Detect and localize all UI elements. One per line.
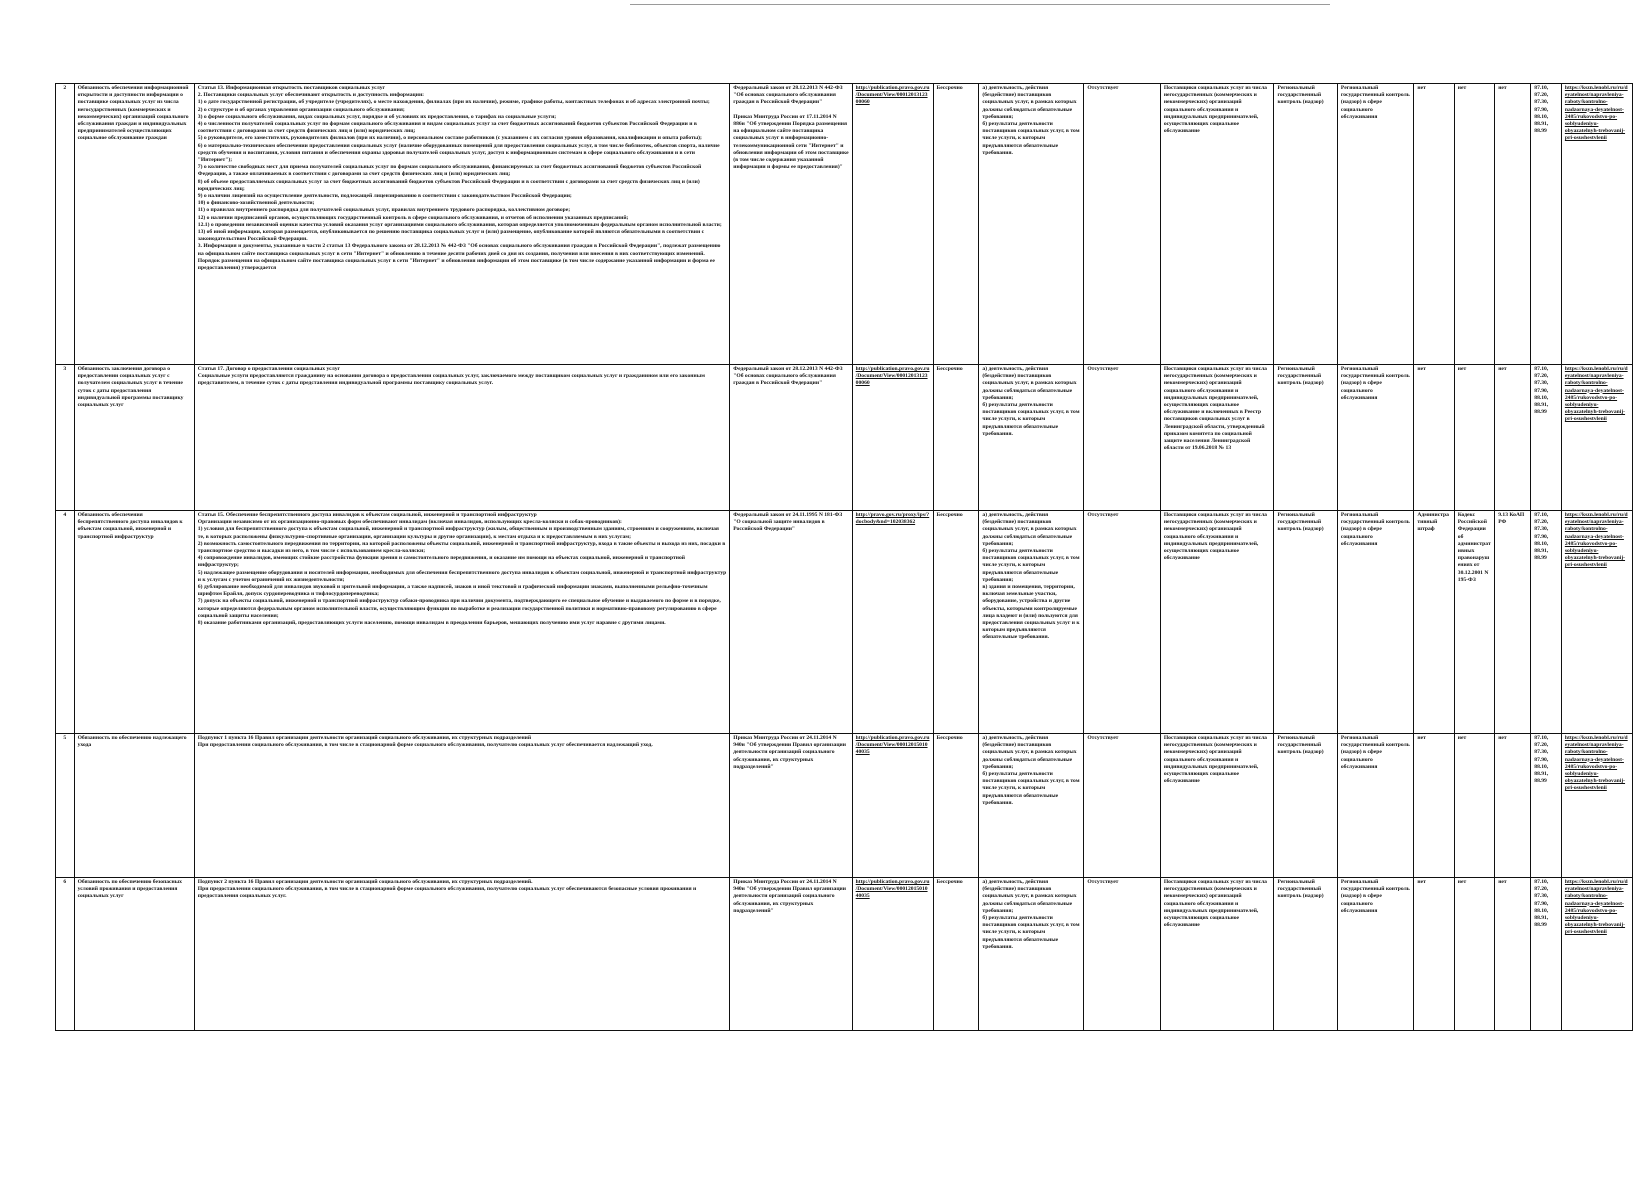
table-row	[56, 84, 1633, 365]
okved-codes-cell: 87.10, 87.20, 87.30, 87.90, 88.10, 88.91, 88.99	[1531, 734, 1562, 878]
supervision-cell: Региональный государственный контроль (надзор) в сфере социального обслуживания	[1337, 878, 1414, 1031]
term-cell: Бессрочно	[933, 734, 979, 878]
table-row	[56, 365, 1633, 511]
subjects-cell: а) деятельность, действия (бездействие) поставщиков социальных услуг, в рамках которых должны соблюдаться обязательные требования; б) результаты деятельности поставщиков социальных услуг, в том числе услуги, к которым предъявляются обязательные требования.	[979, 84, 1084, 365]
row-number: 3	[56, 365, 75, 511]
term-cell: Бессрочно	[933, 365, 979, 511]
condition-cell: Отсутствует	[1084, 878, 1161, 1031]
condition-cell: Отсутствует	[1084, 734, 1161, 878]
requirements-table	[55, 83, 1633, 1031]
guide-link[interactable]: https://kszn.lenobl.ru/ru/deyatelnost/napravleniya-raboty/kontrolno-nadzornaya-deyatelnost-2485/rukovodstvo-po-soblyudeniyu-obyazatelnyh-trebovanij-pri-osushestvlenii	[1564, 512, 1628, 569]
requirement-cell: Обязанность обеспечения информационной открытости и доступности информации о поставщике социальных услуг из числа негосударственных (коммерческих и некоммерческих) организаций социального обслуживания граждан и индивидуальных предпринимателей осуществляющих социальное обслуживание граждан	[74, 84, 194, 365]
okved-codes-cell: 87.10, 87.20, 87.30, 87.90, 88.10, 88.91, 88.99	[1531, 84, 1562, 365]
liability-act-cell: нет	[1454, 734, 1494, 878]
act-link-cell	[852, 365, 933, 511]
liability-cell: нет	[1414, 84, 1454, 365]
legal-act-cell: Федеральный закон от 24.11.1995 N 181-ФЗ "О социальной защите инвалидов в Российской Федерации"	[730, 511, 852, 734]
persons-cell: Поставщики социальных услуг из числа негосударственных (коммерческих и некоммерческих) организаций социального обслуживания и индивидуальных предпринимателей, осуществляющих социальное обслуживание	[1160, 511, 1274, 734]
table-row	[56, 511, 1633, 734]
legal-act-cell: Приказ Минтруда России от 24.11.2014 N 940н "Об утверждении Правил организации деятельности организаций социального обслуживания, их структурных подразделений"	[730, 878, 852, 1031]
condition-cell: Отсутствует	[1084, 365, 1161, 511]
subjects-cell: а) деятельность, действия (бездействие) поставщиков социальных услуг, в рамках которых должны соблюдаться обязательные требования; б) результаты деятельности поставщиков социальных услуг, в том числе услуги, к которым предъявляются обязательные требования; в) здания и помещения, территории, включая земельные участки, оборудование, устройства и другие объекты, которыми контролируемые лица владеют и (или) пользуются для предоставления социальных услуг и к которым предъявляются обязательные требования.	[979, 511, 1084, 734]
liability-cell: нет	[1414, 734, 1454, 878]
liability-act-cell: нет	[1454, 878, 1494, 1031]
requirement-cell: Обязанность по обеспечению безопасных условий проживания и предоставления социальных услуг	[74, 878, 194, 1031]
article-text-cell: Статья 13. Информационная открытость поставщиков социальных услуг 2. Поставщики социальных услуг обеспечивают открытость и доступность информации: 1) о дате государственной регистрации, об учредителе (учредителях), о месте нахождения, филиалах (при их наличии), режиме, графике работы, контактных телефонах и об адресах электронной почты; 2) о структуре и об органах управления организации социального обслуживания; 3) о форме социального обслуживания, видах социальных услуг, порядке и об условиях их предоставления, о тарифах на социальные услуги; 4) о численности получателей социальных услуг по формам социального обслуживания и видам социальных услуг за счет бюджетных ассигнований бюджетов субъектов Российской Федерации и в соответствии с договорами за счет средств физических лиц и (или) юридических лиц; 5) о руководителе, его заместителях, руководителях филиалов (при их наличии), о персональном составе работников (с указанием с их согласия уровня образования, квалификации и опыта работы); 6) о материально-техническом обеспечении предоставления социальных услуг (наличие оборудованных помещений для предоставления социальных услуг, в том числе библиотек, объектов спорта, наличие средств обучения и воспитания, условия питания и обеспечения охраны здоровья получателей социальных услуг, доступ к информационным системам в сфере социального обслуживания и в сети "Интернет"); 7) о количестве свободных мест для приема получателей социальных услуг по формам социального обслуживания, финансируемых за счет бюджетных ассигнований бюджетов субъектов Российской Федерации, а также оплачиваемых в соответствии с договорами за счет средств физических лиц и (или) юридических лиц; 8) об объеме предоставляемых социальных услуг за счет бюджетных ассигнований бюджетов субъектов Российской Федерации и в соответствии с договорами за счет средств физических лиц и (или) юридических лиц; 9) о наличии лицензий на осуществление деятельности, подлежащей лицензированию в соответствии с законодательством Российской Федерации; 10) о финансово-хозяйственной деятельности; 11) о правилах внутреннего распорядка для получателей социальных услуг, правилах внутреннего трудового распорядка, коллективном договоре; 12) о наличии предписаний органов, осуществляющих государственный контроль в сфере социального обслуживания, и отчетов об исполнении указанных предписаний; 12.1) о проведении независимой оценки качества условий оказания услуг организациями социального обслуживания, которая определяется уполномоченным федеральным органом исполнительной власти; 13) об иной информации, которая размещается, опубликовывается по решению поставщика социальных услуг и (или) размещение, опубликование которой являются обязательными в соответствии с законодательством Российской Федерации. 3. Информация и документы, указанные в части 2 статьи 13 Федерального закона от 28.12.2013 № 442-ФЗ "Об основах социального обслуживания граждан в Российской Федерации", подлежат размещению на официальном сайте поставщика социальных услуг в сети "Интернет" и обновлению в течение десяти рабочих дней со дня их создания, получения или внесения в них соответствующих изменений. Порядок размещения на официальном сайте поставщика социальных услуг в сети "Интернет" и обновления информации об этом поставщике (в том числе содержание указанной информации и форма ее предоставления) утверждается	[194, 84, 730, 365]
control-type-cell: Региональный государственный контроль (надзор)	[1274, 84, 1337, 365]
article-text-cell: Подпункт 2 пункта 16 Правил организации деятельности организаций социального обслуживания, их структурных подразделений. При предоставлении социального обслуживания, в том числе в стационарной форме социального обслуживания, получателю социальных услуг обеспечиваются безопасные условия проживания и предоставления социальных услуг.	[194, 878, 730, 1031]
table-row	[56, 878, 1633, 1031]
act-link-cell	[852, 734, 933, 878]
liability-act-cell: Кодекс Российской Федерации об административных правонарушениях от 30.12.2001 N 195-ФЗ	[1454, 511, 1494, 734]
supervision-cell: Региональный государственный контроль (надзор) в сфере социального обслуживания	[1337, 84, 1414, 365]
supervision-cell: Региональный государственный контроль (надзор) в сфере социального обслуживания	[1337, 365, 1414, 511]
legal-act-cell: Федеральный закон от 28.12.2013 N 442-ФЗ "Об основах социального обслуживания граждан в Российской Федерации" Приказ Минтруда России от 17.11.2014 N 886н "Об утверждении Порядка размещения на официальном сайте поставщика социальных услуг в информационно-телекоммуникационной сети "Интернет" и обновления информации об этом поставщике (в том числе содержания указанной информации и формы ее предоставления)"	[730, 84, 852, 365]
term-cell: Бессрочно	[933, 511, 979, 734]
act-link[interactable]: http://pravo.gov.ru/proxy/ips/?docbody&nd=102038362	[855, 512, 930, 526]
persons-cell: Поставщики социальных услуг из числа негосударственных (коммерческих и некоммерческих) организаций социального обслуживания и индивидуальных предпринимателей, осуществляющих социальное обслуживание	[1160, 878, 1274, 1031]
liability-article-cell: 9.13 КоАП РФ	[1495, 511, 1531, 734]
control-type-cell: Региональный государственный контроль (надзор)	[1274, 365, 1337, 511]
guide-link-cell	[1561, 365, 1632, 511]
row-number: 6	[56, 878, 75, 1031]
supervision-cell: Региональный государственный контроль (надзор) в сфере социального обслуживания	[1337, 734, 1414, 878]
control-type-cell: Региональный государственный контроль (надзор)	[1274, 511, 1337, 734]
control-type-cell: Региональный государственный контроль (надзор)	[1274, 734, 1337, 878]
persons-cell: Поставщики социальных услуг из числа негосударственных (коммерческих и некоммерческих) организаций социального обслуживания и индивидуальных предпринимателей, осуществляющих социальное обслуживание и включенных в Реестр поставщиков социальных услуг в Ленинградской области, утвержденный приказом комитета по социальной защите населения Ленинградской области от 19.06.2018 № 13	[1160, 365, 1274, 511]
row-number: 5	[56, 734, 75, 878]
subjects-cell: а) деятельность, действия (бездействие) поставщиков социальных услуг, в рамках которых должны соблюдаться обязательные требования; б) результаты деятельности поставщиков социальных услуг, в том числе услуги, к которым предъявляются обязательные требования.	[979, 365, 1084, 511]
guide-link[interactable]: https://kszn.lenobl.ru/ru/deyatelnost/napravleniya-raboty/kontrolno-nadzornaya-deyatelnost-2485/rukovodstvo-po-soblyudeniyu-obyazatelnyh-trebovanij-pri-osushestvlenii	[1564, 879, 1628, 936]
requirement-cell: Обязанность обеспечения беспрепятственного доступа инвалидов к объектам социальной, инженерной и транспортной инфраструктур	[74, 511, 194, 734]
guide-link[interactable]: https://kszn.lenobl.ru/ru/deyatelnost/napravleniya-raboty/kontrolno-nadzornaya-deyatelnost-2485/rukovodstvo-po-soblyudeniyu-obyazatelnyh-trebovanij-pri-osushestvlenii	[1564, 366, 1628, 423]
article-text-cell: Подпункт 1 пункта 16 Правил организации деятельности организаций социального обслуживания, их структурных подразделений При предоставлении социального обслуживания, в том числе в стационарной форме социального обслуживания, получателю социальных услуг обеспечивается надлежащий уход.	[194, 734, 730, 878]
liability-article-cell: нет	[1495, 734, 1531, 878]
requirement-cell: Обязанность заключения договора о предоставлении социальных услуг с получателем социальных услуг в течение суток с даты предоставления индивидуальной программы поставщику социальных услуг	[74, 365, 194, 511]
act-link[interactable]: http://publication.pravo.gov.ru/Document/View/0001201312300060	[855, 366, 930, 387]
guide-link-cell	[1561, 511, 1632, 734]
guide-link-cell	[1561, 734, 1632, 878]
condition-cell: Отсутствует	[1084, 84, 1161, 365]
control-type-cell: Региональный государственный контроль (надзор)	[1274, 878, 1337, 1031]
guide-link-cell	[1561, 84, 1632, 365]
supervision-cell: Региональный государственный контроль (надзор) в сфере социального обслуживания	[1337, 511, 1414, 734]
okved-codes-cell: 87.10, 87.20, 87.30, 87.90, 88.10, 88.91, 88.99	[1531, 511, 1562, 734]
scan-artifact-line	[630, 4, 1330, 5]
liability-cell: нет	[1414, 878, 1454, 1031]
persons-cell: Поставщики социальных услуг из числа негосударственных (коммерческих и некоммерческих) организаций социального обслуживания и индивидуальных предпринимателей, осуществляющих социальное обслуживание	[1160, 84, 1274, 365]
act-link[interactable]: http://publication.pravo.gov.ru/Document/View/0001201501040035	[855, 879, 930, 900]
subjects-cell: а) деятельность, действия (бездействие) поставщиков социальных услуг, в рамках которых должны соблюдаться обязательные требования; б) результаты деятельности поставщиков социальных услуг, в том числе услуги, к которым предъявляются обязательные требования.	[979, 734, 1084, 878]
liability-act-cell: нет	[1454, 365, 1494, 511]
legal-act-cell: Федеральный закон от 28.12.2013 N 442-ФЗ "Об основах социального обслуживания граждан в Российской Федерации"	[730, 365, 852, 511]
act-link-cell	[852, 878, 933, 1031]
row-number: 4	[56, 511, 75, 734]
table-row	[56, 734, 1633, 878]
guide-link-cell	[1561, 878, 1632, 1031]
term-cell: Бессрочно	[933, 84, 979, 365]
liability-article-cell: нет	[1495, 365, 1531, 511]
liability-cell: нет	[1414, 365, 1454, 511]
persons-cell: Поставщики социальных услуг из числа негосударственных (коммерческих и некоммерческих) организаций социального обслуживания и индивидуальных предпринимателей, осуществляющих социальное обслуживание	[1160, 734, 1274, 878]
term-cell: Бессрочно	[933, 878, 979, 1031]
act-link-cell	[852, 511, 933, 734]
okved-codes-cell: 87.10, 87.20, 87.30, 87.90, 88.10, 88.91, 88.99	[1531, 365, 1562, 511]
liability-article-cell: нет	[1495, 878, 1531, 1031]
legal-act-cell: Приказ Минтруда России от 24.11.2014 N 940н "Об утверждении Правил организации деятельности организаций социального обслуживания, их структурных подразделений"	[730, 734, 852, 878]
article-text-cell: Статья 17. Договор о предоставлении социальных услуг Социальные услуги предоставляются гражданину на основании договора о предоставлении социальных услуг, заключаемого между поставщиком социальных услуг и гражданином или его законным представителем, в течение суток с даты представления индивидуальной программы поставщику социальных услуг.	[194, 365, 730, 511]
act-link-cell	[852, 84, 933, 365]
row-number: 2	[56, 84, 75, 365]
act-link[interactable]: http://publication.pravo.gov.ru/Document/View/0001201312300060	[855, 85, 930, 106]
subjects-cell: а) деятельность, действия (бездействие) поставщиков социальных услуг, в рамках которых должны соблюдаться обязательные требования; б) результаты деятельности поставщиков социальных услуг, в том числе услуги, к которым предъявляются обязательные требования.	[979, 878, 1084, 1031]
condition-cell: Отсутствует	[1084, 511, 1161, 734]
requirement-cell: Обязанность по обеспечению надлежащего ухода	[74, 734, 194, 878]
liability-article-cell: нет	[1495, 84, 1531, 365]
act-link[interactable]: http://publication.pravo.gov.ru/Document/View/0001201501040035	[855, 735, 930, 756]
liability-act-cell: нет	[1454, 84, 1494, 365]
liability-cell: Административный штраф	[1414, 511, 1454, 734]
guide-link[interactable]: https://kszn.lenobl.ru/ru/deyatelnost/napravleniya-raboty/kontrolno-nadzornaya-deyatelnost-2485/rukovodstvo-po-soblyudeniyu-obyazatelnyh-trebovanij-pri-osushestvlenii	[1564, 85, 1628, 142]
article-text-cell: Статья 15. Обеспечение беспрепятственного доступа инвалидов к объектам социальной, инженерной и транспортной инфраструктур Организации независимо от их организационно-правовых форм обеспечивают инвалидам (включая инвалидов, использующих кресла-коляски и собак-проводников): 1) условия для беспрепятственного доступа к объектам социальной, инженерной и транспортной инфраструктур (жилым, общественным и производственным зданиям, строениям и сооружениям, включая те, в которых расположены физкультурно-спортивные организации, организации культуры и другие организации), к местам отдыха и к предоставляемым в них услугам; 2) возможность самостоятельного передвижения по территории, на которой расположены объекты социальной, инженерной и транспортной инфраструктур, входа в такие объекты и выхода из них, посадки в транспортное средство и высадки из него, в том числе с использованием кресла-коляски; 4) сопровождение инвалидов, имеющих стойкие расстройства функции зрения и самостоятельного передвижения, и оказание им помощи на объектах социальной, инженерной и транспортной инфраструктур; 5) надлежащее размещение оборудования и носителей информации, необходимых для обеспечения беспрепятственного доступа инвалидов к объектам социальной, инженерной и транспортной инфраструктур и к услугам с учетом ограничений их жизнедеятельности; 6) дублирование необходимой для инвалидов звуковой и зрительной информации, а также надписей, знаков и иной текстовой и графической информации знаками, выполненными рельефно-точечным шрифтом Брайля, допуск сурдопереводчика и тифлосурдопереводчика; 7) допуск на объекты социальной, инженерной и транспортной инфраструктур собаки-проводника при наличии документа, подтверждающего ее специальное обучение и выдаваемого по форме и в порядке, которые определяются федеральным органом исполнительной власти, осуществляющим функции по выработке и реализации государственной политики и нормативно-правовому регулированию в сфере социальной защиты населения; 8) оказание работниками организаций, предоставляющих услуги населению, помощи инвалидам в преодолении барьеров, мешающих получению ими услуг наравне с другими лицами.	[194, 511, 730, 734]
okved-codes-cell: 87.10, 87.20, 87.30, 87.90, 88.10, 88.91, 88.99	[1531, 878, 1562, 1031]
guide-link[interactable]: https://kszn.lenobl.ru/ru/deyatelnost/napravleniya-raboty/kontrolno-nadzornaya-deyatelnost-2485/rukovodstvo-po-soblyudeniyu-obyazatelnyh-trebovanij-pri-osushestvlenii	[1564, 735, 1628, 792]
